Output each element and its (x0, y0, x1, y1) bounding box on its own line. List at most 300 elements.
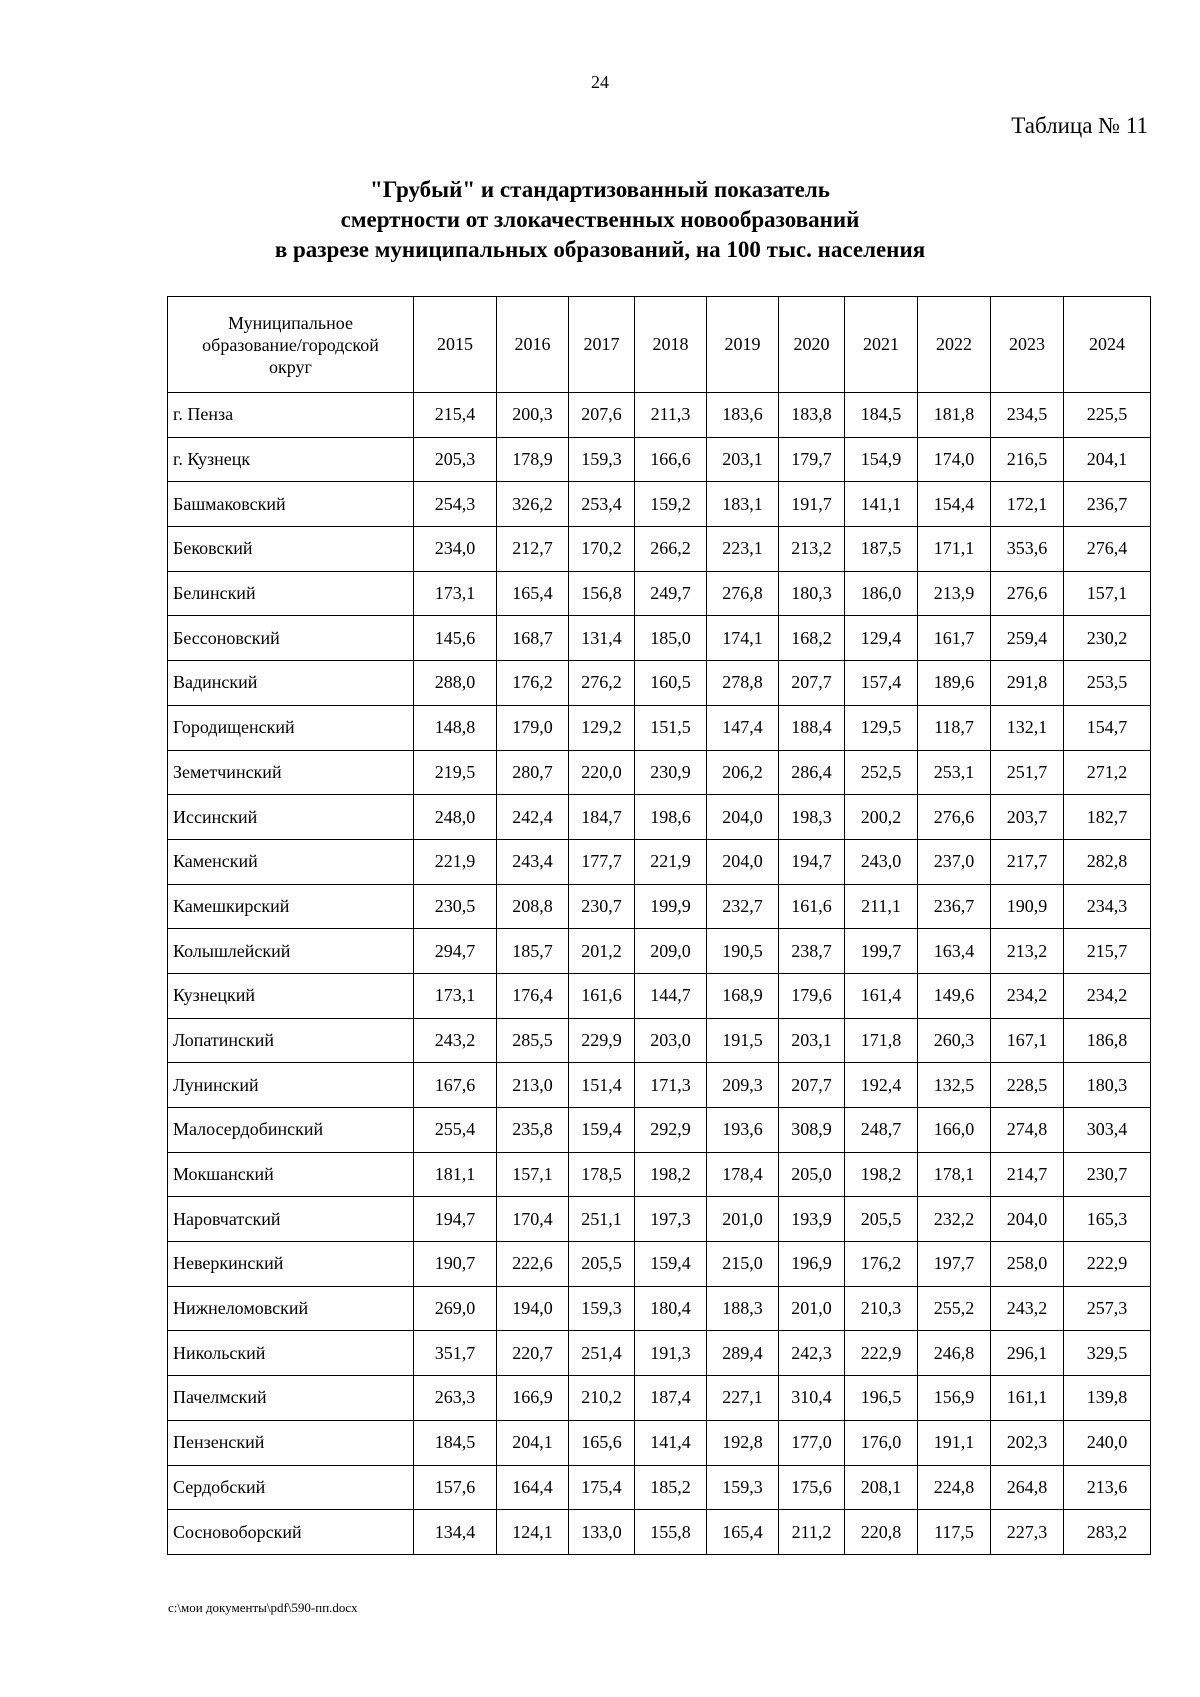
value-cell-2024: 236,7 (1064, 482, 1151, 527)
value-cell-2022: 236,7 (918, 884, 991, 929)
value-cell-2021: 186,0 (845, 571, 918, 616)
value-cell-2018: 198,6 (635, 795, 707, 840)
value-cell-2017: 205,5 (569, 1242, 635, 1287)
value-cell-2022: 255,2 (918, 1286, 991, 1331)
value-cell-2022: 156,9 (918, 1376, 991, 1421)
value-cell-2022: 174,0 (918, 437, 991, 482)
header-year-2017: 2017 (569, 297, 635, 393)
table-row (168, 482, 1151, 527)
mortality-table (167, 296, 1151, 1555)
value-cell-2015: 157,6 (414, 1465, 497, 1510)
value-cell-2018: 166,6 (635, 437, 707, 482)
value-cell-2017: 178,5 (569, 1152, 635, 1197)
value-cell-2017: 151,4 (569, 1063, 635, 1108)
value-cell-2021: 141,1 (845, 482, 918, 527)
value-cell-2022: 191,1 (918, 1420, 991, 1465)
value-cell-2017: 207,6 (569, 393, 635, 438)
value-cell-2022: 197,7 (918, 1242, 991, 1287)
value-cell-2017: 276,2 (569, 661, 635, 706)
header-municipality (168, 297, 414, 393)
municipality-name: Бессоновский (168, 616, 414, 661)
value-cell-2018: 198,2 (635, 1152, 707, 1197)
value-cell-2020: 207,7 (779, 661, 845, 706)
value-cell-2020: 161,6 (779, 884, 845, 929)
value-cell-2021: 211,1 (845, 884, 918, 929)
value-cell-2019: 159,3 (707, 1465, 779, 1510)
header-year-2020: 2020 (779, 297, 845, 393)
municipality-name: Мокшанский (168, 1152, 414, 1197)
value-cell-2017: 159,4 (569, 1108, 635, 1153)
value-cell-2023: 227,3 (991, 1510, 1064, 1555)
value-cell-2024: 234,3 (1064, 884, 1151, 929)
header-row (168, 297, 1151, 393)
value-cell-2018: 266,2 (635, 527, 707, 572)
value-cell-2022: 246,8 (918, 1331, 991, 1376)
value-cell-2021: 248,7 (845, 1108, 918, 1153)
value-cell-2020: 198,3 (779, 795, 845, 840)
value-cell-2017: 210,2 (569, 1376, 635, 1421)
value-cell-2020: 180,3 (779, 571, 845, 616)
value-cell-2016: 170,4 (497, 1197, 569, 1242)
value-cell-2015: 269,0 (414, 1286, 497, 1331)
value-cell-2022: 149,6 (918, 973, 991, 1018)
value-cell-2016: 164,4 (497, 1465, 569, 1510)
header-year-2018: 2018 (635, 297, 707, 393)
value-cell-2020: 194,7 (779, 839, 845, 884)
header-year-2016: 2016 (497, 297, 569, 393)
title-line: смертности от злокачественных новообразований (340, 207, 860, 232)
municipality-name: Пачелмский (168, 1376, 414, 1421)
value-cell-2016: 157,1 (497, 1152, 569, 1197)
title-line: "Грубый" и стандартизованный показатель (370, 177, 830, 202)
value-cell-2021: 176,0 (845, 1420, 918, 1465)
value-cell-2024: 222,9 (1064, 1242, 1151, 1287)
table-row (168, 1018, 1151, 1063)
value-cell-2023: 161,1 (991, 1376, 1064, 1421)
value-cell-2016: 326,2 (497, 482, 569, 527)
value-cell-2021: 154,9 (845, 437, 918, 482)
value-cell-2024: 182,7 (1064, 795, 1151, 840)
value-cell-2022: 213,9 (918, 571, 991, 616)
value-cell-2023: 214,7 (991, 1152, 1064, 1197)
value-cell-2021: 157,4 (845, 661, 918, 706)
value-cell-2023: 172,1 (991, 482, 1064, 527)
value-cell-2021: 210,3 (845, 1286, 918, 1331)
value-cell-2024: 165,3 (1064, 1197, 1151, 1242)
value-cell-2019: 165,4 (707, 1510, 779, 1555)
value-cell-2019: 201,0 (707, 1197, 779, 1242)
value-cell-2019: 206,2 (707, 750, 779, 795)
value-cell-2018: 185,2 (635, 1465, 707, 1510)
value-cell-2023: 291,8 (991, 661, 1064, 706)
value-cell-2021: 129,4 (845, 616, 918, 661)
value-cell-2024: 230,2 (1064, 616, 1151, 661)
value-cell-2020: 242,3 (779, 1331, 845, 1376)
value-cell-2021: 196,5 (845, 1376, 918, 1421)
value-cell-2021: 220,8 (845, 1510, 918, 1555)
value-cell-2015: 243,2 (414, 1018, 497, 1063)
title-line: в разрезе муниципальных образований, на 100 тыс. населения (274, 237, 926, 262)
value-cell-2020: 191,7 (779, 482, 845, 527)
header-line: образование/городской (202, 334, 379, 355)
value-cell-2020: 183,8 (779, 393, 845, 438)
value-cell-2015: 254,3 (414, 482, 497, 527)
value-cell-2015: 173,1 (414, 571, 497, 616)
value-cell-2024: 225,5 (1064, 393, 1151, 438)
value-cell-2018: 159,4 (635, 1242, 707, 1287)
value-cell-2018: 180,4 (635, 1286, 707, 1331)
value-cell-2023: 264,8 (991, 1465, 1064, 1510)
value-cell-2021: 222,9 (845, 1331, 918, 1376)
value-cell-2017: 220,0 (569, 750, 635, 795)
value-cell-2022: 161,7 (918, 616, 991, 661)
value-cell-2021: 243,0 (845, 839, 918, 884)
value-cell-2016: 194,0 (497, 1286, 569, 1331)
value-cell-2016: 243,4 (497, 839, 569, 884)
value-cell-2018: 160,5 (635, 661, 707, 706)
value-cell-2022: 163,4 (918, 929, 991, 974)
municipality-name: Сосновоборский (168, 1510, 414, 1555)
value-cell-2015: 205,3 (414, 437, 497, 482)
value-cell-2018: 185,0 (635, 616, 707, 661)
value-cell-2016: 212,7 (497, 527, 569, 572)
value-cell-2018: 292,9 (635, 1108, 707, 1153)
value-cell-2024: 253,5 (1064, 661, 1151, 706)
table-row (168, 884, 1151, 929)
value-cell-2021: 184,5 (845, 393, 918, 438)
value-cell-2018: 144,7 (635, 973, 707, 1018)
value-cell-2024: 139,8 (1064, 1376, 1151, 1421)
value-cell-2023: 353,6 (991, 527, 1064, 572)
table-row (168, 437, 1151, 482)
value-cell-2016: 165,4 (497, 571, 569, 616)
value-cell-2016: 185,7 (497, 929, 569, 974)
value-cell-2016: 285,5 (497, 1018, 569, 1063)
value-cell-2019: 289,4 (707, 1331, 779, 1376)
value-cell-2024: 215,7 (1064, 929, 1151, 974)
value-cell-2016: 220,7 (497, 1331, 569, 1376)
value-cell-2023: 234,2 (991, 973, 1064, 1018)
value-cell-2023: 204,0 (991, 1197, 1064, 1242)
value-cell-2018: 221,9 (635, 839, 707, 884)
value-cell-2022: 276,6 (918, 795, 991, 840)
table-row (168, 1063, 1151, 1108)
value-cell-2023: 132,1 (991, 705, 1064, 750)
header-year-2024: 2024 (1064, 297, 1151, 393)
municipality-name: Камешкирский (168, 884, 414, 929)
value-cell-2021: 187,5 (845, 527, 918, 572)
header-year-2022: 2022 (918, 297, 991, 393)
value-cell-2023: 234,5 (991, 393, 1064, 438)
value-cell-2015: 190,7 (414, 1242, 497, 1287)
value-cell-2015: 181,1 (414, 1152, 497, 1197)
value-cell-2015: 167,6 (414, 1063, 497, 1108)
value-cell-2024: 230,7 (1064, 1152, 1151, 1197)
table-row (168, 1197, 1151, 1242)
value-cell-2017: 159,3 (569, 437, 635, 482)
table-row (168, 1465, 1151, 1510)
value-cell-2017: 156,8 (569, 571, 635, 616)
value-cell-2018: 197,3 (635, 1197, 707, 1242)
value-cell-2019: 183,6 (707, 393, 779, 438)
municipality-name: Кузнецкий (168, 973, 414, 1018)
value-cell-2022: 181,8 (918, 393, 991, 438)
value-cell-2024: 257,3 (1064, 1286, 1151, 1331)
municipality-name: Лопатинский (168, 1018, 414, 1063)
value-cell-2019: 183,1 (707, 482, 779, 527)
value-cell-2018: 203,0 (635, 1018, 707, 1063)
value-cell-2023: 190,9 (991, 884, 1064, 929)
value-cell-2019: 232,7 (707, 884, 779, 929)
value-cell-2022: 253,1 (918, 750, 991, 795)
value-cell-2016: 235,8 (497, 1108, 569, 1153)
table-row (168, 839, 1151, 884)
value-cell-2024: 283,2 (1064, 1510, 1151, 1555)
value-cell-2018: 211,3 (635, 393, 707, 438)
value-cell-2018: 171,3 (635, 1063, 707, 1108)
value-cell-2020: 286,4 (779, 750, 845, 795)
value-cell-2015: 351,7 (414, 1331, 497, 1376)
value-cell-2019: 174,1 (707, 616, 779, 661)
value-cell-2019: 192,8 (707, 1420, 779, 1465)
value-cell-2022: 189,6 (918, 661, 991, 706)
value-cell-2017: 201,2 (569, 929, 635, 974)
value-cell-2017: 175,4 (569, 1465, 635, 1510)
municipality-name: Пензенский (168, 1420, 414, 1465)
value-cell-2020: 213,2 (779, 527, 845, 572)
page-number: 24 (591, 72, 609, 92)
municipality-name: Каменский (168, 839, 414, 884)
value-cell-2023: 203,7 (991, 795, 1064, 840)
value-cell-2021: 198,2 (845, 1152, 918, 1197)
municipality-name: Колышлейский (168, 929, 414, 974)
value-cell-2020: 196,9 (779, 1242, 845, 1287)
value-cell-2016: 213,0 (497, 1063, 569, 1108)
value-cell-2019: 191,5 (707, 1018, 779, 1063)
value-cell-2024: 157,1 (1064, 571, 1151, 616)
value-cell-2017: 159,3 (569, 1286, 635, 1331)
table-row (168, 750, 1151, 795)
value-cell-2015: 221,9 (414, 839, 497, 884)
value-cell-2015: 234,0 (414, 527, 497, 572)
value-cell-2015: 215,4 (414, 393, 497, 438)
header-line: округ (269, 356, 312, 377)
value-cell-2019: 188,3 (707, 1286, 779, 1331)
table-row (168, 1376, 1151, 1421)
value-cell-2017: 131,4 (569, 616, 635, 661)
value-cell-2018: 141,4 (635, 1420, 707, 1465)
value-cell-2019: 278,8 (707, 661, 779, 706)
value-cell-2015: 145,6 (414, 616, 497, 661)
value-cell-2019: 203,1 (707, 437, 779, 482)
header-year-2023: 2023 (991, 297, 1064, 393)
header-year-2019: 2019 (707, 297, 779, 393)
value-cell-2021: 129,5 (845, 705, 918, 750)
value-cell-2023: 216,5 (991, 437, 1064, 482)
value-cell-2020: 179,7 (779, 437, 845, 482)
value-cell-2017: 251,1 (569, 1197, 635, 1242)
value-cell-2020: 201,0 (779, 1286, 845, 1331)
table-body (168, 393, 1151, 1555)
value-cell-2022: 237,0 (918, 839, 991, 884)
value-cell-2023: 228,5 (991, 1063, 1064, 1108)
value-cell-2023: 217,7 (991, 839, 1064, 884)
value-cell-2022: 178,1 (918, 1152, 991, 1197)
value-cell-2024: 154,7 (1064, 705, 1151, 750)
value-cell-2017: 129,2 (569, 705, 635, 750)
value-cell-2016: 208,8 (497, 884, 569, 929)
value-cell-2023: 276,6 (991, 571, 1064, 616)
value-cell-2019: 276,8 (707, 571, 779, 616)
value-cell-2023: 213,2 (991, 929, 1064, 974)
value-cell-2021: 200,2 (845, 795, 918, 840)
value-cell-2015: 194,7 (414, 1197, 497, 1242)
table-row (168, 1420, 1151, 1465)
value-cell-2019: 178,4 (707, 1152, 779, 1197)
value-cell-2018: 191,3 (635, 1331, 707, 1376)
table-row (168, 795, 1151, 840)
value-cell-2015: 134,4 (414, 1510, 497, 1555)
value-cell-2017: 133,0 (569, 1510, 635, 1555)
value-cell-2016: 176,2 (497, 661, 569, 706)
value-cell-2020: 310,4 (779, 1376, 845, 1421)
value-cell-2016: 200,3 (497, 393, 569, 438)
value-cell-2021: 205,5 (845, 1197, 918, 1242)
value-cell-2022: 166,0 (918, 1108, 991, 1153)
value-cell-2015: 263,3 (414, 1376, 497, 1421)
table-row (168, 973, 1151, 1018)
municipality-name: Земетчинский (168, 750, 414, 795)
value-cell-2015: 184,5 (414, 1420, 497, 1465)
table-row (168, 527, 1151, 572)
value-cell-2021: 192,4 (845, 1063, 918, 1108)
municipality-name: Малосердобинский (168, 1108, 414, 1153)
value-cell-2015: 173,1 (414, 973, 497, 1018)
value-cell-2024: 329,5 (1064, 1331, 1151, 1376)
value-cell-2018: 155,8 (635, 1510, 707, 1555)
value-cell-2016: 242,4 (497, 795, 569, 840)
value-cell-2021: 208,1 (845, 1465, 918, 1510)
value-cell-2016: 222,6 (497, 1242, 569, 1287)
table-row (168, 1108, 1151, 1153)
table-row (168, 705, 1151, 750)
value-cell-2017: 184,7 (569, 795, 635, 840)
value-cell-2022: 132,5 (918, 1063, 991, 1108)
footer-file-path: c:\мои документы\pdf\590-пп.docx (168, 1600, 358, 1615)
value-cell-2023: 167,1 (991, 1018, 1064, 1063)
value-cell-2015: 294,7 (414, 929, 497, 974)
value-cell-2024: 186,8 (1064, 1018, 1151, 1063)
value-cell-2020: 177,0 (779, 1420, 845, 1465)
header-year-2015: 2015 (414, 297, 497, 393)
municipality-name: Неверкинский (168, 1242, 414, 1287)
value-cell-2017: 230,7 (569, 884, 635, 929)
value-cell-2016: 166,9 (497, 1376, 569, 1421)
value-cell-2019: 204,0 (707, 839, 779, 884)
value-cell-2018: 187,4 (635, 1376, 707, 1421)
value-cell-2017: 177,7 (569, 839, 635, 884)
municipality-name: Сердобский (168, 1465, 414, 1510)
header-year-2021: 2021 (845, 297, 918, 393)
value-cell-2020: 203,1 (779, 1018, 845, 1063)
municipality-name: Вадинский (168, 661, 414, 706)
value-cell-2022: 260,3 (918, 1018, 991, 1063)
value-cell-2019: 193,6 (707, 1108, 779, 1153)
value-cell-2016: 124,1 (497, 1510, 569, 1555)
table-row (168, 929, 1151, 974)
value-cell-2018: 159,2 (635, 482, 707, 527)
municipality-name: Бековский (168, 527, 414, 572)
value-cell-2020: 175,6 (779, 1465, 845, 1510)
value-cell-2020: 211,2 (779, 1510, 845, 1555)
value-cell-2019: 147,4 (707, 705, 779, 750)
value-cell-2024: 276,4 (1064, 527, 1151, 572)
table-row (168, 571, 1151, 616)
value-cell-2020: 168,2 (779, 616, 845, 661)
municipality-name: Наровчатский (168, 1197, 414, 1242)
value-cell-2020: 238,7 (779, 929, 845, 974)
municipality-name: г. Кузнецк (168, 437, 414, 482)
value-cell-2022: 117,5 (918, 1510, 991, 1555)
table-row (168, 1331, 1151, 1376)
value-cell-2019: 227,1 (707, 1376, 779, 1421)
value-cell-2019: 223,1 (707, 527, 779, 572)
value-cell-2022: 171,1 (918, 527, 991, 572)
municipality-name: Иссинский (168, 795, 414, 840)
header-line: Муниципальное (228, 312, 353, 333)
value-cell-2017: 253,4 (569, 482, 635, 527)
value-cell-2020: 308,9 (779, 1108, 845, 1153)
municipality-name: г. Пенза (168, 393, 414, 438)
table-row (168, 616, 1151, 661)
value-cell-2023: 258,0 (991, 1242, 1064, 1287)
table-row (168, 1242, 1151, 1287)
value-cell-2019: 190,5 (707, 929, 779, 974)
value-cell-2015: 248,0 (414, 795, 497, 840)
value-cell-2015: 219,5 (414, 750, 497, 795)
value-cell-2022: 224,8 (918, 1465, 991, 1510)
value-cell-2015: 255,4 (414, 1108, 497, 1153)
value-cell-2016: 179,0 (497, 705, 569, 750)
table-row (168, 1286, 1151, 1331)
value-cell-2015: 230,5 (414, 884, 497, 929)
table-row (168, 1510, 1151, 1555)
value-cell-2018: 230,9 (635, 750, 707, 795)
value-cell-2017: 165,6 (569, 1420, 635, 1465)
value-cell-2022: 232,2 (918, 1197, 991, 1242)
value-cell-2018: 209,0 (635, 929, 707, 974)
value-cell-2021: 252,5 (845, 750, 918, 795)
value-cell-2019: 168,9 (707, 973, 779, 1018)
value-cell-2016: 178,9 (497, 437, 569, 482)
value-cell-2024: 271,2 (1064, 750, 1151, 795)
value-cell-2017: 161,6 (569, 973, 635, 1018)
value-cell-2024: 282,8 (1064, 839, 1151, 884)
value-cell-2023: 296,1 (991, 1331, 1064, 1376)
value-cell-2015: 288,0 (414, 661, 497, 706)
value-cell-2017: 229,9 (569, 1018, 635, 1063)
value-cell-2020: 205,0 (779, 1152, 845, 1197)
value-cell-2021: 171,8 (845, 1018, 918, 1063)
value-cell-2021: 176,2 (845, 1242, 918, 1287)
value-cell-2017: 251,4 (569, 1331, 635, 1376)
table-number: Таблица № 11 (1011, 113, 1148, 138)
value-cell-2016: 280,7 (497, 750, 569, 795)
value-cell-2021: 161,4 (845, 973, 918, 1018)
municipality-name: Белинский (168, 571, 414, 616)
value-cell-2024: 204,1 (1064, 437, 1151, 482)
value-cell-2023: 243,2 (991, 1286, 1064, 1331)
